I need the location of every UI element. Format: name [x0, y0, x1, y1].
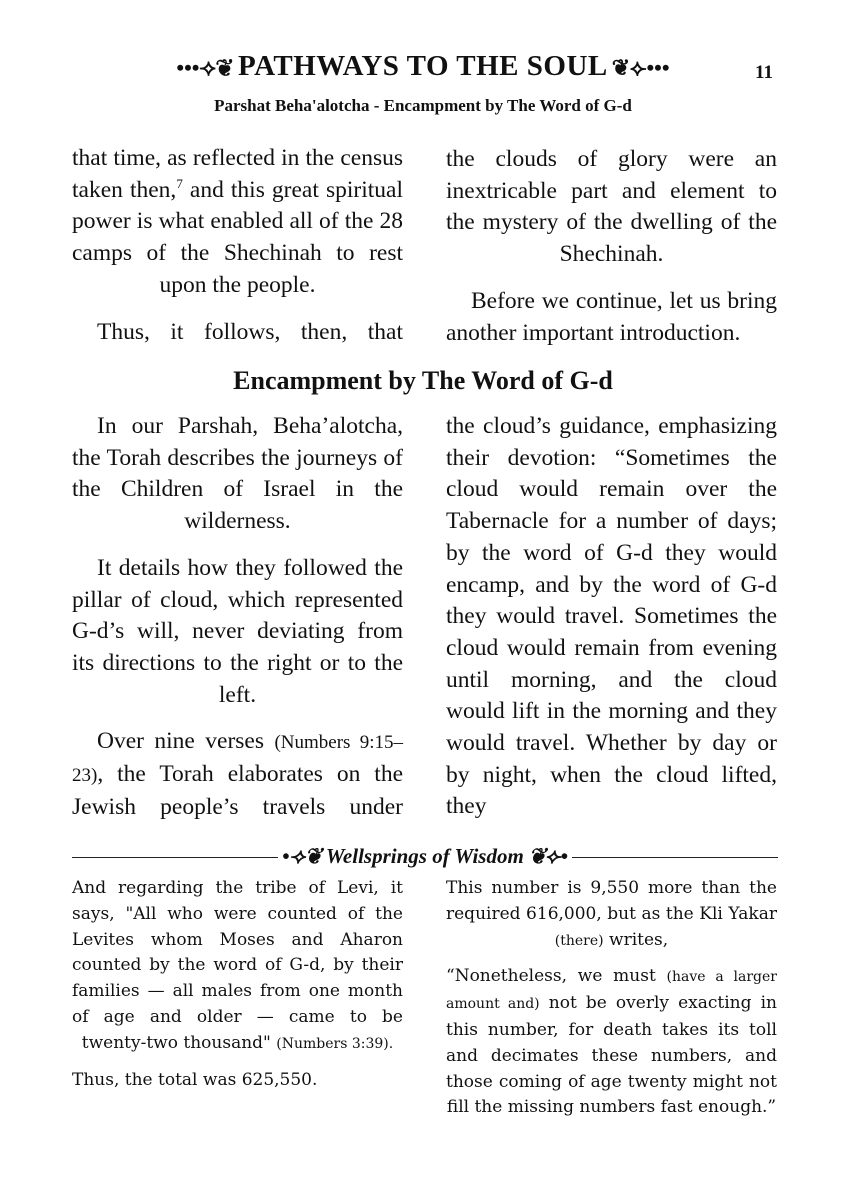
footnote-paragraph	[446, 964, 777, 1121]
scripture-reference: (there)	[554, 932, 604, 949]
footnote-paragraph	[72, 876, 403, 1058]
ornament-left-icon: •••⟢❦	[176, 55, 239, 80]
top-left-column	[72, 143, 403, 348]
text-run: not be overly exacting in this number, for death takes its toll and decimates these numbers, and those coming of age twenty might not fill the missing numbers fast enough.”	[446, 993, 777, 1118]
footnote-marker[interactable]: 7	[176, 175, 183, 191]
paragraph: Before we continue, let us bring another important introduction.	[446, 287, 777, 346]
footnote-right-column	[446, 876, 777, 1121]
chapter-subtitle: Parshat Beha'alotcha - Encampment by The Word of G-d	[214, 96, 632, 115]
text-run: And regarding the tribe of Levi, it says, "All who were counted of the Levites whom Moses and Aharon counted by the word of G-d, by their families — all males from one month of age and older — came to be twenty-two thousand"	[72, 878, 403, 1053]
ornament-icon: ❦⟣•	[523, 844, 568, 868]
main-right-column	[446, 411, 777, 823]
text-run: Over nine verses	[97, 728, 275, 755]
footnote-left-column	[72, 876, 403, 1093]
paragraph: Thus, it follows, then, that	[97, 318, 403, 345]
text-run: This number is 9,550 more than the required 616,000, but as the Kli Yakar	[446, 878, 777, 924]
text-run: and this great spiritual power is what enabled all of the 28 camps of the Shechinah to rest upon the people.	[72, 176, 403, 298]
section-heading: Encampment by The Word of G-d	[233, 366, 613, 395]
divider-label-group	[278, 844, 572, 868]
text-run: that time, as reflected in the census taken then,	[72, 145, 403, 203]
ornament-right-icon: ❦⟣•••	[611, 55, 670, 80]
paragraph: It details how they followed the pillar of cloud, which represented G-d’s will, never deviating from its directions to the right or to the left.	[72, 554, 403, 708]
publication-title: PATHWAYS TO THE SOUL	[238, 50, 608, 82]
paragraph: the cloud’s guidance, emphasizing their devotion: “Sometimes the cloud would remain over the Tabernacle for a number of days; by the word of G-d they would encamp, and by the word of G-d they would travel. Sometimes the cloud would remain from evening until morning, and the cloud would lift in the morning and they would travel. Whether by day or by night, when the cloud lifted, they	[446, 413, 777, 820]
parenthetical-note: (have a larger amount and)	[446, 969, 777, 1013]
divider-label-wrap	[72, 844, 778, 869]
paragraph	[72, 726, 403, 823]
divider-label: Wellsprings of Wisdom	[325, 844, 524, 868]
scripture-reference: (Numbers 3:39).	[276, 1035, 394, 1052]
paragraph	[72, 143, 403, 302]
wellsprings-divider	[72, 843, 778, 871]
main-left-column	[72, 411, 403, 823]
paragraph: In our Parshah, Beha’alotcha, the Torah describes the journeys of the Children of Israel in the wilderness.	[72, 413, 403, 535]
ornament-icon: •⟢❦	[282, 844, 326, 868]
running-header	[0, 50, 846, 83]
text-run: “Nonetheless, we must	[446, 966, 667, 987]
footnote-paragraph	[446, 876, 777, 954]
top-right-column	[446, 144, 777, 349]
scripture-reference: (Numbers 9:15–23)	[72, 732, 403, 787]
text-run: , the Torah elaborates on the Jewish people’s travels under	[72, 761, 403, 820]
paragraph: the clouds of glory were an inextricable part and element to the mystery of the dwelling of the Shechinah.	[446, 146, 777, 268]
page-number: 11	[755, 62, 773, 83]
text-run: writes,	[603, 929, 669, 950]
footnote-paragraph: Thus, the total was 625,550.	[72, 1069, 318, 1090]
